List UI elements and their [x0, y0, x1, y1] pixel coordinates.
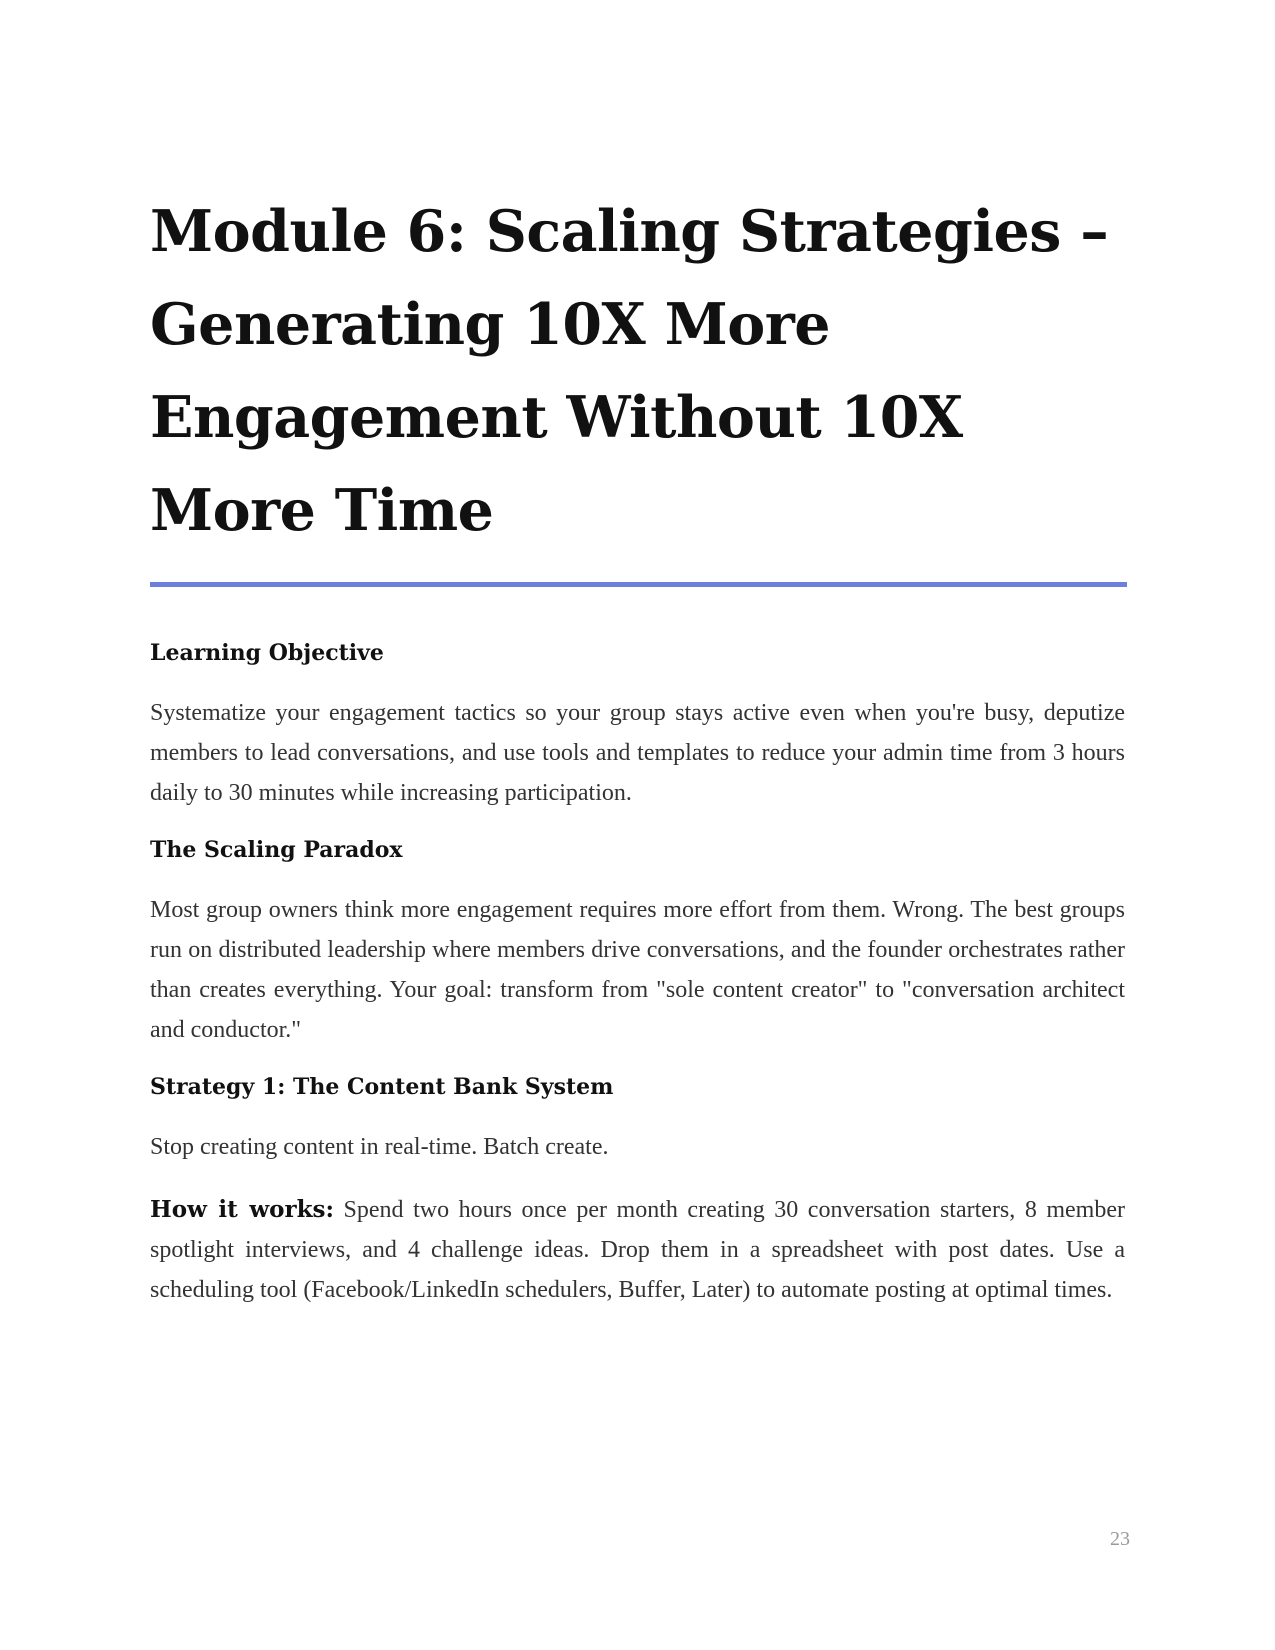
section-heading-learning-objective: Learning Objective — [150, 640, 384, 666]
how-it-works-label: How it works: — [150, 1196, 334, 1223]
page-content — [150, 185, 1125, 1310]
how-it-works-text: Spend two hours once per month creating 30 conversation starters, 8 member spotlight interviews, and 4 challenge ideas. Drop them in a spreadsheet with post dates. Use a scheduling tool (Facebook/LinkedIn schedulers, Buffer, Later) to automate posting at optimal times. — [150, 1197, 1125, 1303]
how-it-works-paragraph — [150, 1190, 1125, 1310]
strategy-1-intro-paragraph: Stop creating content in real-time. Batch create. — [150, 1134, 609, 1160]
title-divider — [150, 582, 1127, 587]
section-heading-strategy-1: Strategy 1: The Content Bank System — [150, 1074, 614, 1100]
scaling-paradox-paragraph: Most group owners think more engagement requires more effort from them. Wrong. The best groups run on distributed leadership where members drive conversations, and the founder orchestrates rather than creates everything. Your goal: transform from "sole content creator" to "conversation architect and conductor." — [150, 897, 1125, 1043]
page-number: 23 — [1110, 1528, 1130, 1550]
page-title: Module 6: Scaling Strategies – Generating 10X More Engagement Without 10X More Time — [150, 198, 1109, 544]
section-heading-scaling-paradox: The Scaling Paradox — [150, 837, 403, 863]
learning-objective-paragraph: Systematize your engagement tactics so your group stays active even when you're busy, deputize members to lead conversations, and use tools and templates to reduce your admin time from 3 hours daily to 30 minutes while increasing participation. — [150, 700, 1125, 806]
